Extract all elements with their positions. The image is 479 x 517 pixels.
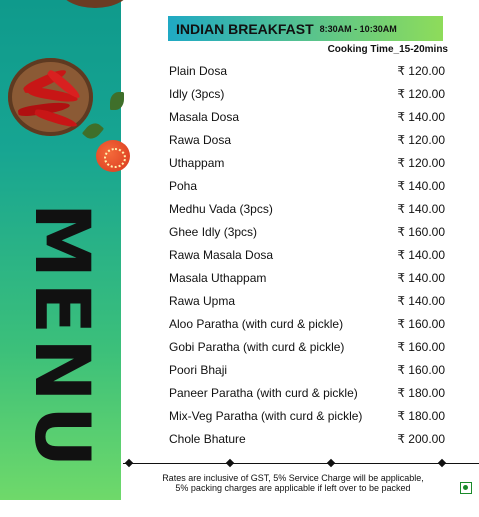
divider-diamond-icon	[125, 459, 133, 467]
section-header	[168, 16, 443, 41]
menu-item	[169, 313, 445, 336]
footer-note	[128, 473, 458, 493]
item-name: Ghee Idly (3pcs)	[169, 225, 258, 239]
item-price: ₹ 120.00	[397, 133, 445, 147]
item-name: Rawa Upma	[169, 294, 236, 308]
menu-list	[169, 60, 445, 451]
item-name: Poha	[169, 179, 198, 193]
section-time: 8:30AM - 10:30AM	[319, 23, 397, 34]
item-name: Masala Dosa	[169, 110, 240, 124]
item-price: ₹ 180.00	[397, 409, 445, 423]
menu-item	[169, 244, 445, 267]
divider-diamond-icon	[327, 459, 335, 467]
item-price: ₹ 160.00	[397, 225, 445, 239]
divider-diamond-icon	[226, 459, 234, 467]
section-title: INDIAN BREAKFAST	[176, 20, 314, 37]
menu-item	[169, 60, 445, 83]
menu-item	[169, 382, 445, 405]
item-price: ₹ 120.00	[397, 64, 445, 78]
item-name: Chole Bhature	[169, 432, 246, 446]
item-name: Poori Bhaji	[169, 363, 228, 377]
menu-item	[169, 221, 445, 244]
menu-item	[169, 290, 445, 313]
menu-item	[169, 267, 445, 290]
item-name: Gobi Paratha (with curd & pickle)	[169, 340, 345, 354]
item-price: ₹ 140.00	[397, 179, 445, 193]
item-price: ₹ 200.00	[397, 432, 445, 446]
menu-item	[169, 83, 445, 106]
footer-note-line: Rates are inclusive of GST, 5% Service Charge will be applicable,	[162, 473, 424, 483]
menu-item	[169, 129, 445, 152]
divider-diamond-icon	[438, 459, 446, 467]
item-price: ₹ 140.00	[397, 248, 445, 262]
item-name: Mix-Veg Paratha (with curd & pickle)	[169, 409, 363, 423]
menu-item	[169, 106, 445, 129]
tomato-image	[96, 140, 130, 172]
footer-divider	[123, 463, 479, 464]
cooking-time: Cooking Time_15-20mins	[327, 44, 448, 55]
leaf-icon	[110, 92, 124, 110]
menu-item	[169, 198, 445, 221]
item-price: ₹ 120.00	[397, 87, 445, 101]
menu-item	[169, 405, 445, 428]
menu-vertical-title: MENU	[18, 202, 107, 472]
item-name: Medhu Vada (3pcs)	[169, 202, 273, 216]
menu-item	[169, 359, 445, 382]
menu-item	[169, 336, 445, 359]
item-name: Idly (3pcs)	[169, 87, 225, 101]
item-name: Plain Dosa	[169, 64, 228, 78]
item-price: ₹ 140.00	[397, 271, 445, 285]
item-name: Rawa Masala Dosa	[169, 248, 274, 262]
item-price: ₹ 160.00	[397, 317, 445, 331]
item-price: ₹ 140.00	[397, 110, 445, 124]
menu-item	[169, 152, 445, 175]
item-name: Rawa Dosa	[169, 133, 232, 147]
item-price: ₹ 140.00	[397, 202, 445, 216]
item-name: Masala Uthappam	[169, 271, 267, 285]
item-price: ₹ 160.00	[397, 363, 445, 377]
item-name: Paneer Paratha (with curd & pickle)	[169, 386, 358, 400]
item-price: ₹ 140.00	[397, 294, 445, 308]
item-name: Uthappam	[169, 156, 225, 170]
item-price: ₹ 180.00	[397, 386, 445, 400]
footer-note-line: 5% packing charges are applicable if left over to be packed	[175, 483, 411, 493]
item-name: Aloo Paratha (with curd & pickle)	[169, 317, 344, 331]
veg-symbol-icon	[460, 482, 472, 494]
item-price: ₹ 120.00	[397, 156, 445, 170]
menu-item	[169, 175, 445, 198]
menu-item	[169, 428, 445, 451]
item-price: ₹ 160.00	[397, 340, 445, 354]
chili-bowl-image	[8, 58, 93, 136]
